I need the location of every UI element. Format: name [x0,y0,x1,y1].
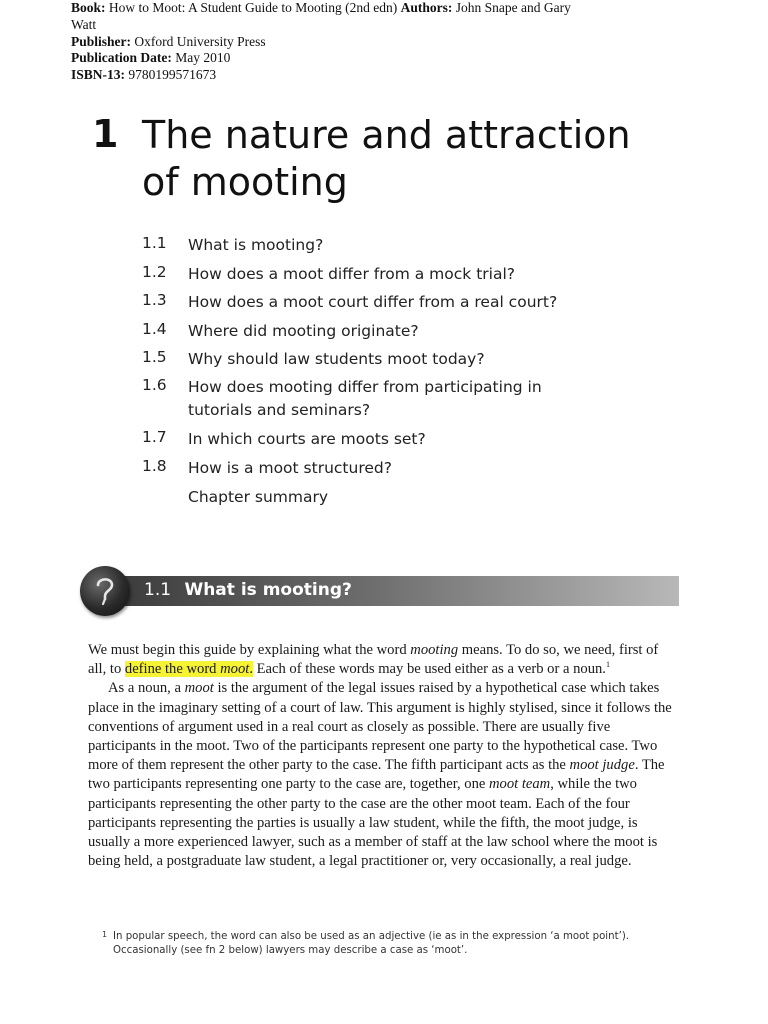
text-run: . [249,661,253,678]
toc-item-label: What is mooting? [188,236,324,254]
book-label: Book: [71,0,106,15]
text-run: define the word [124,661,221,678]
emphasis: moot judge [569,757,635,774]
chapter-title [142,112,702,206]
highlighted-text[interactable] [125,661,253,677]
text-run: . The two participants representing one party to the case are, together, one [88,757,665,793]
section-title: What is mooting? [184,580,352,600]
emphasis: moot team [489,776,551,793]
toc-item-number: 1.3 [142,291,167,309]
toc-item-label: How is a moot structured? [188,459,392,477]
toc-item[interactable] [142,428,622,451]
toc-item[interactable] [142,234,622,257]
book-metadata [71,0,571,84]
authors-label: Authors: [400,0,453,15]
text-run: is the argument of the legal issues raised by a hypothetical case which takes place in the imaginary setting of a court of law. This argument is highly stylised, since it follows the conventions of argument used in a real court as closely as possible. There are usually five participants in the moot. Two of the participants represent one party to the hypothetical case. Two more of them represent the other party to the case. The fifth participant acts as the [88,680,672,774]
section-body [88,641,680,871]
footnote-text: In popular speech, the word can also be used as an adjective (ie as in the expression ‘a moot point’). Occasionally (see fn 2 below) lawyers may describe a case as ‘moot’. [113,931,630,956]
chapter-title-line1: The nature and attraction [142,113,631,157]
footnote-mark: 1 [102,930,108,939]
toc-item-number: 1.6 [142,376,167,394]
text-run: Each of these words may be used either as a verb or a noun. [252,661,606,678]
chapter-title-line2: of mooting [142,160,348,204]
text-run: We must begin this guide by explaining what the word [88,642,411,658]
toc-item-number: 1.8 [142,457,167,475]
footnote-reference[interactable]: 1 [605,660,610,670]
text-run: As a noun, a [108,680,185,697]
publisher-value: Oxford University Press [134,33,266,49]
toc-item[interactable] [142,486,622,509]
emphasis: mooting [410,642,459,658]
toc-item-label: How does a moot differ from a mock trial? [188,265,515,283]
authors-value: John Snape and Gary Watt [71,0,571,32]
toc-item-label: Chapter summary [188,488,329,506]
toc-item[interactable] [142,457,622,480]
toc-item-number: 1.2 [142,263,167,281]
toc-item-number: 1.7 [142,428,167,446]
toc-item-number: 1.5 [142,348,167,366]
text-run: means. To do so, we need, first of all, to [88,642,659,678]
toc-item[interactable] [142,263,622,286]
body-paragraph [88,641,680,679]
chapter-number: 1 [92,112,119,156]
section-number: 1.1 [144,580,172,600]
body-paragraph [88,679,680,871]
isbn-value: 9780199571673 [128,67,217,83]
toc-item[interactable] [142,376,622,422]
pubdate-label: Publication Date: [71,50,172,66]
toc-item-label: How does a moot court differ from a real court? [188,293,558,311]
section-heading [144,580,352,600]
footnote [102,930,672,958]
section-heading-banner [124,576,679,606]
question-badge [80,566,130,616]
emphasis: moot [184,680,214,697]
toc-item-number: 1.1 [142,234,167,252]
isbn-label: ISBN-13: [71,67,126,83]
toc-item-label: In which courts are moots set? [188,430,426,448]
toc-item[interactable] [142,348,622,371]
toc-item-label: Why should law students moot today? [188,350,485,368]
publisher-label: Publisher: [71,33,132,49]
toc-item-number [142,486,188,509]
question-mark-icon [80,566,130,616]
toc-item-number: 1.4 [142,320,167,338]
toc-item[interactable] [142,320,622,343]
text-run: , while the two participants representing the other party to the case are the other moot team. Each of the four participants representing the parties is usually a law student, while the fifth, the moot judge, is usually a more experienced lawyer, such as a member of staff at the law school where the moot is being held, a postgraduate law student, a legal practitioner or, very occasionally, a real judge. [88,776,658,870]
emphasis: moot [220,661,250,678]
toc-item[interactable] [142,291,622,314]
toc-item-label: How does mooting differ from participating in tutorials and seminars? [188,378,542,419]
book-title: How to Moot: A Student Guide to Mooting (2nd edn) [108,0,398,15]
pubdate-value: May 2010 [175,50,231,66]
toc-item-label: Where did mooting originate? [188,322,419,340]
